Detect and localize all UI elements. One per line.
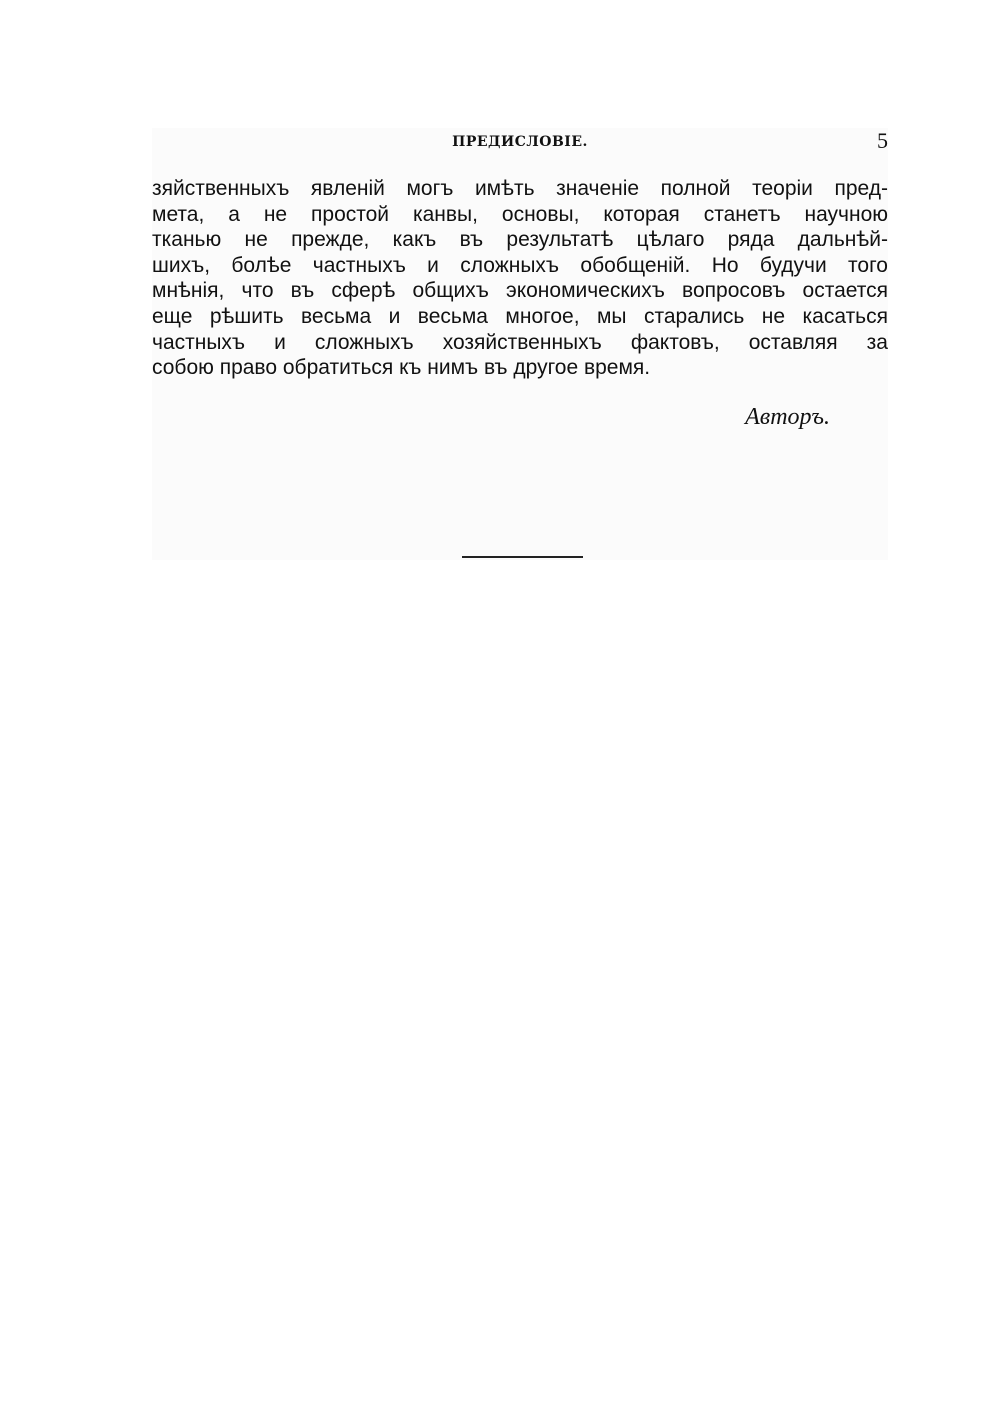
text-line: шихъ, болѣе частныхъ и сложныхъ обобщеній. Но будучи того (152, 253, 888, 277)
body-paragraph (152, 176, 888, 381)
text-line: еще рѣшить весьма и весьма многое, мы старались не касаться (152, 304, 888, 328)
running-head: ПРЕДИСЛОВІЕ. (452, 134, 588, 150)
text-line: зяйственныхъ явленій могъ имѣть значеніе полной теоріи пред- (152, 177, 888, 200)
text-line: частныхъ и сложныхъ хозяйственныхъ фактовъ, оставляя за (152, 330, 888, 354)
text-line: тканью не прежде, какъ въ результатѣ цѣлаго ряда дальнѣй- (152, 228, 888, 252)
page-header (152, 128, 888, 158)
text-line: мета, а не простой канвы, основы, которая станетъ научною (152, 202, 888, 226)
text-line: собою право обратиться къ нимъ въ другое время. (152, 356, 651, 380)
page-number: 5 (877, 128, 888, 153)
author-signature: Авторъ. (745, 404, 830, 430)
end-rule-divider (462, 556, 583, 558)
text-line: мнѣнія, что въ сферѣ общихъ экономическихъ вопросовъ остается (152, 279, 888, 303)
